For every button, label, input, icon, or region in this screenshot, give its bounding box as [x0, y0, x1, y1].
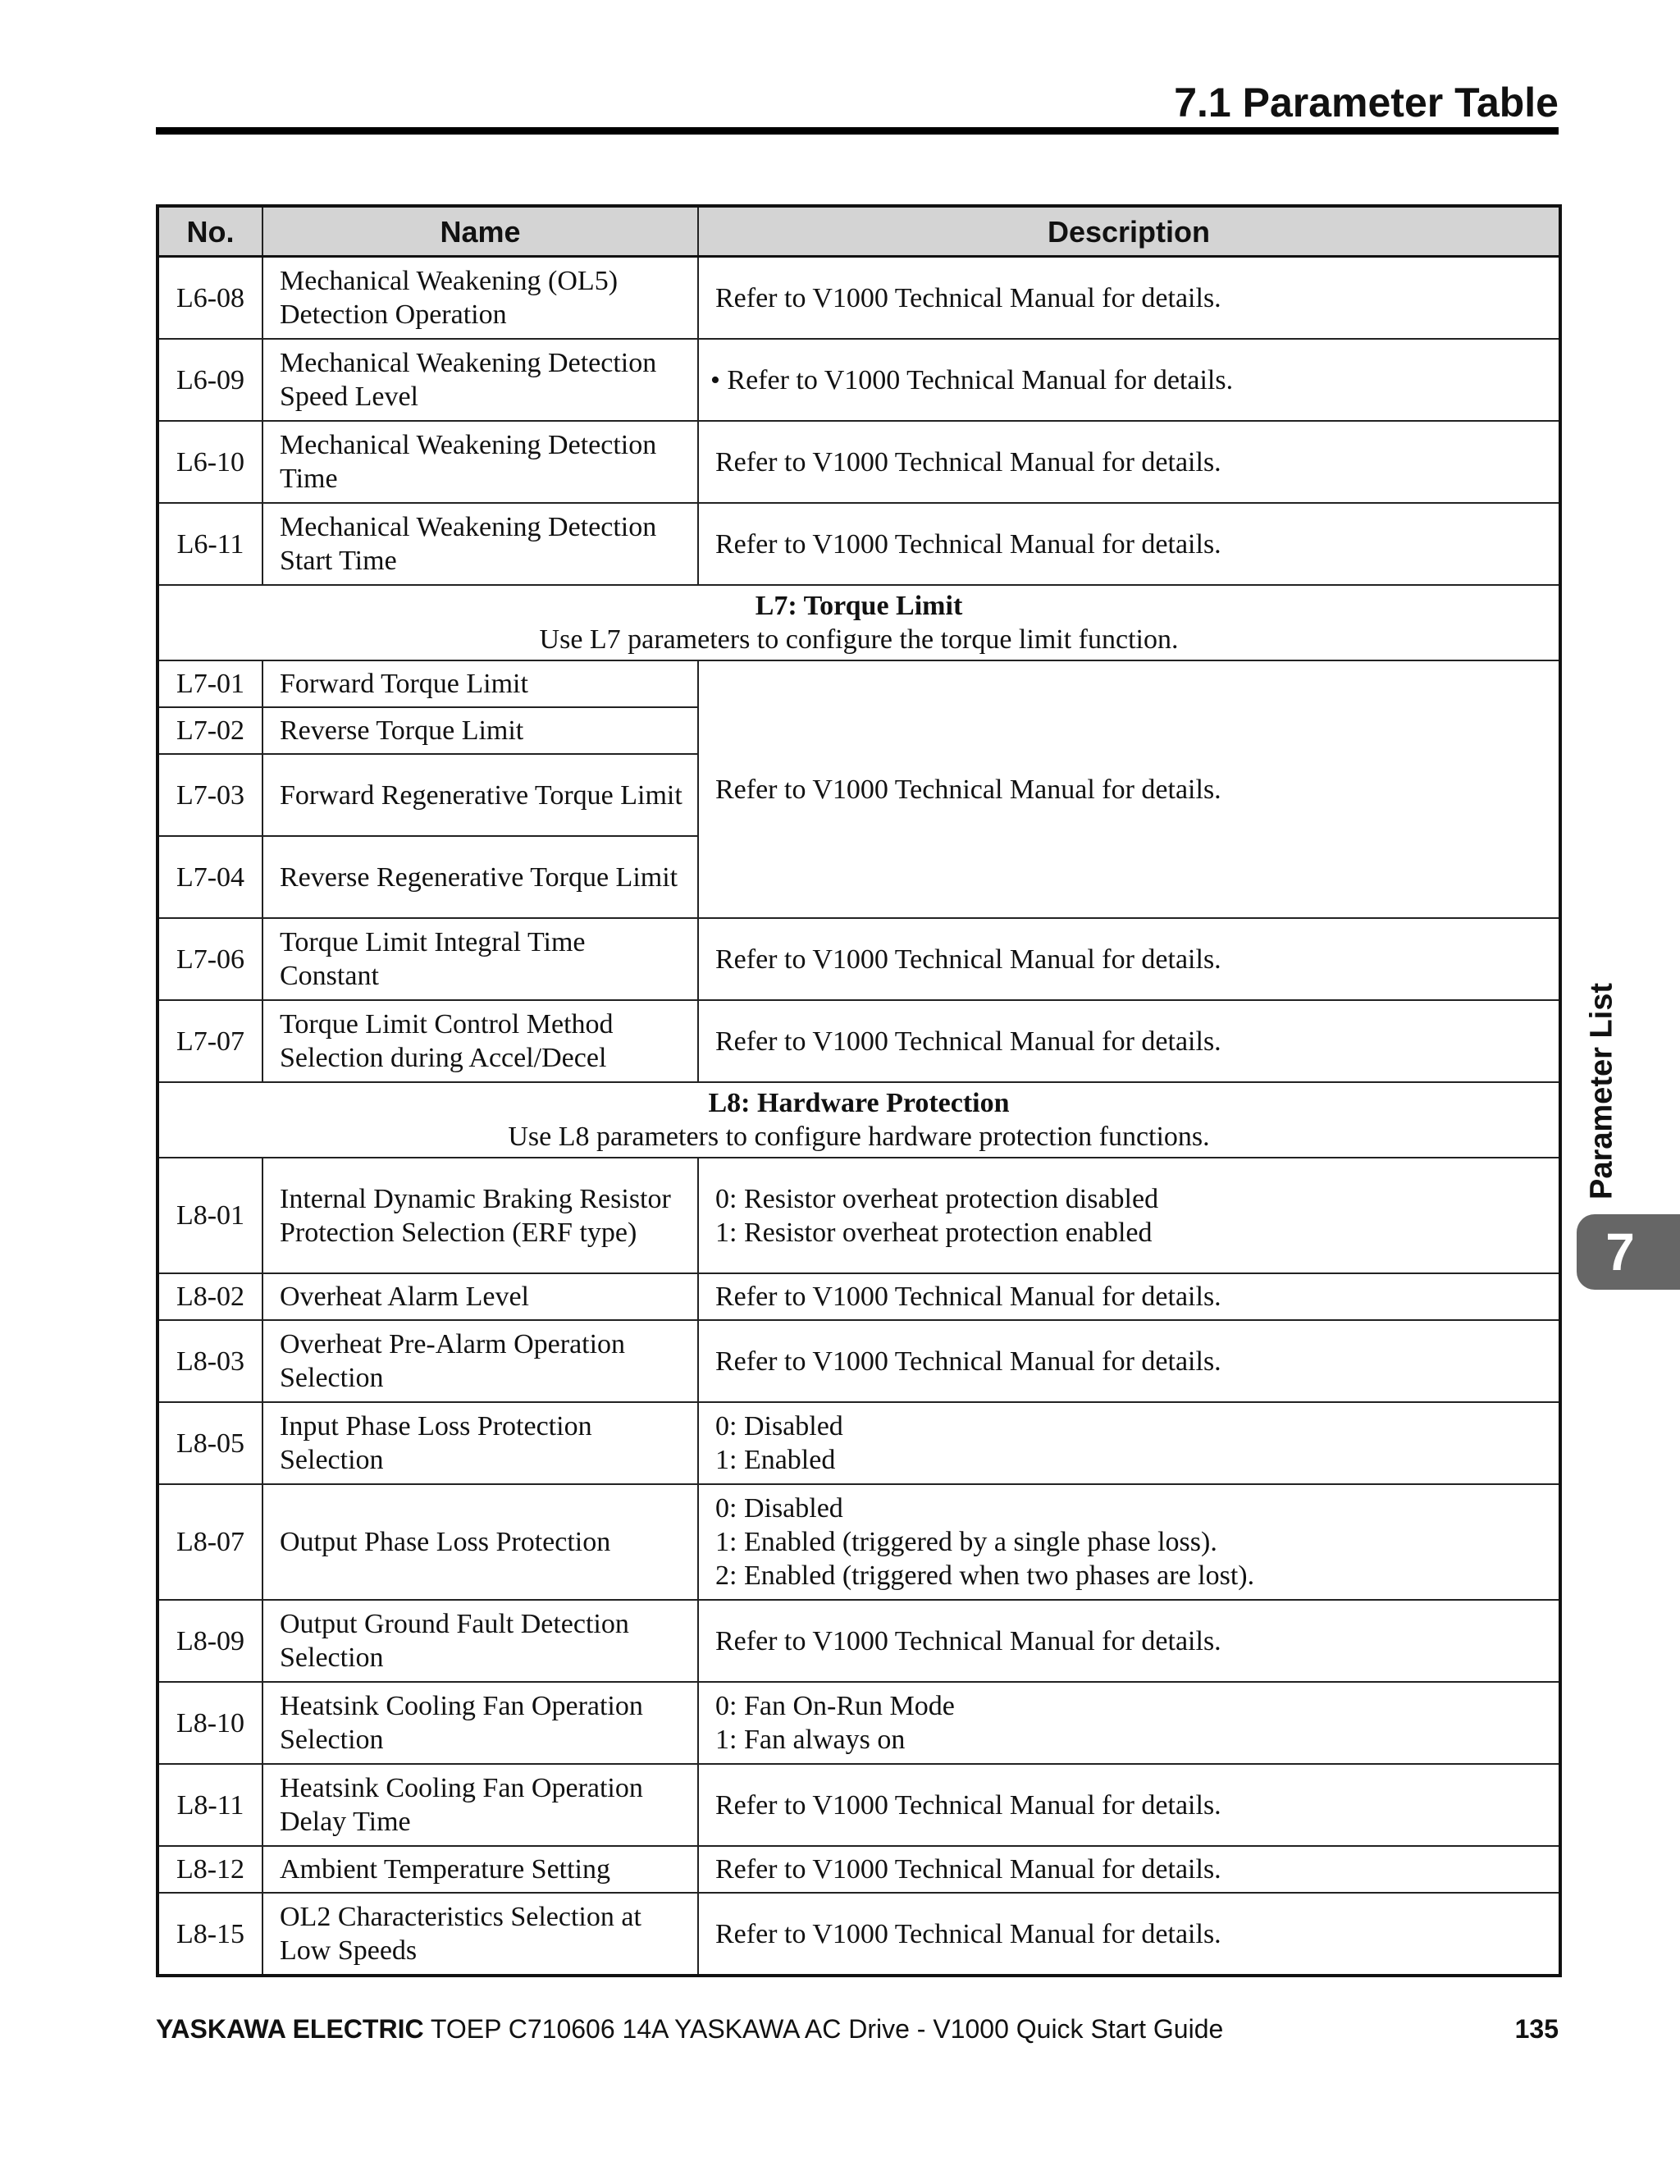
param-name: Ambient Temperature Setting — [262, 1846, 698, 1893]
param-number: L8-10 — [158, 1682, 262, 1764]
param-number: L8-15 — [158, 1893, 262, 1976]
description-line: 0: Resistor overheat protection disabled — [715, 1183, 1159, 1214]
description-line: • Refer to V1000 Technical Manual for details. — [710, 364, 1234, 395]
description-line: Refer to V1000 Technical Manual for details. — [715, 1789, 1221, 1821]
param-number: L8-09 — [158, 1600, 262, 1682]
description-line: 0: Disabled — [715, 1411, 843, 1442]
param-description — [698, 1273, 1560, 1320]
param-number: L6-10 — [158, 421, 262, 503]
param-number: L8-01 — [158, 1158, 262, 1273]
param-name: Overheat Alarm Level — [262, 1273, 698, 1320]
param-name: Output Ground Fault Detection Selection — [262, 1600, 698, 1682]
section-title: L7: Torque Limit — [755, 591, 963, 621]
page-number: 135 — [1514, 2014, 1559, 2044]
section-header — [158, 1082, 1560, 1158]
param-number: L6-11 — [158, 503, 262, 585]
section-row — [158, 585, 1560, 660]
description-line: Refer to V1000 Technical Manual for details. — [715, 1282, 1221, 1312]
table-row — [158, 257, 1560, 340]
chapter-side-label — [1573, 982, 1631, 1200]
param-number: L7-06 — [158, 918, 262, 1000]
section-description: Use L7 parameters to configure the torque limit function. — [539, 624, 1179, 655]
description-line: 1: Fan always on — [715, 1725, 906, 1755]
param-name: Torque Limit Control Method Selection during Accel/Decel — [262, 1000, 698, 1082]
param-number: L8-07 — [158, 1484, 262, 1600]
param-name: Input Phase Loss Protection Selection — [262, 1402, 698, 1484]
param-description — [698, 1682, 1560, 1764]
table-row — [158, 1402, 1560, 1484]
footer-brand: YASKAWA ELECTRIC — [156, 2014, 424, 2044]
header-rule — [156, 127, 1559, 135]
param-description — [698, 1320, 1560, 1402]
param-description — [698, 1846, 1560, 1893]
description-line: Refer to V1000 Technical Manual for details. — [715, 1918, 1221, 1949]
description-line: Refer to V1000 Technical Manual for details. — [715, 1625, 1221, 1656]
param-number: L7-07 — [158, 1000, 262, 1082]
description-line: 0: Fan On-Run Mode — [715, 1691, 955, 1721]
param-description — [698, 1000, 1560, 1082]
table-row — [158, 1600, 1560, 1682]
param-number: L8-03 — [158, 1320, 262, 1402]
param-name: Heatsink Cooling Fan Operation Selection — [262, 1682, 698, 1764]
section-header — [158, 585, 1560, 660]
param-description — [698, 1158, 1560, 1273]
param-description — [698, 1893, 1560, 1976]
description-line: Refer to V1000 Technical Manual for details. — [715, 1854, 1221, 1885]
param-name: Forward Torque Limit — [262, 660, 698, 707]
column-header-no: No. — [158, 206, 262, 257]
table-row — [158, 1484, 1560, 1600]
param-name: OL2 Characteristics Selection at Low Speeds — [262, 1893, 698, 1976]
description-line: Refer to V1000 Technical Manual for details. — [715, 446, 1221, 477]
column-header-description: Description — [698, 206, 1560, 257]
table-row — [158, 918, 1560, 1000]
param-number: L7-03 — [158, 754, 262, 836]
param-description — [698, 1402, 1560, 1484]
param-number: L8-11 — [158, 1764, 262, 1846]
param-description — [698, 918, 1560, 1000]
param-name: Mechanical Weakening Detection Speed Level — [262, 339, 698, 421]
param-name: Torque Limit Integral Time Constant — [262, 918, 698, 1000]
param-name: Mechanical Weakening (OL5) Detection Operation — [262, 257, 698, 340]
param-description — [698, 257, 1560, 340]
table-header-row — [158, 206, 1560, 257]
param-name: Heatsink Cooling Fan Operation Delay Time — [262, 1764, 698, 1846]
param-name: Mechanical Weakening Detection Time — [262, 421, 698, 503]
param-name: Overheat Pre-Alarm Operation Selection — [262, 1320, 698, 1402]
description-line: Refer to V1000 Technical Manual for details. — [715, 528, 1221, 560]
description-line: 1: Enabled (triggered by a single phase loss). — [715, 1527, 1217, 1557]
param-name: Reverse Regenerative Torque Limit — [262, 836, 698, 918]
param-number: L7-01 — [158, 660, 262, 707]
description-line: Refer to V1000 Technical Manual for details. — [715, 1026, 1221, 1057]
table-row — [158, 339, 1560, 421]
description-line: 1: Resistor overheat protection enabled — [715, 1217, 1153, 1248]
param-number: L8-02 — [158, 1273, 262, 1320]
param-description — [698, 660, 1560, 918]
description-line: 1: Enabled — [715, 1445, 836, 1475]
param-name: Internal Dynamic Braking Resistor Protection Selection (ERF type) — [262, 1158, 698, 1273]
description-line: 2: Enabled (triggered when two phases are lost). — [715, 1560, 1255, 1591]
section-row — [158, 1082, 1560, 1158]
section-description: Use L8 parameters to configure hardware protection functions. — [508, 1122, 1210, 1152]
table-row — [158, 1764, 1560, 1846]
chapter-tab: 7 — [1577, 1214, 1680, 1290]
param-description — [698, 1764, 1560, 1846]
table-row — [158, 1000, 1560, 1082]
table-row — [158, 1273, 1560, 1320]
description-line: Refer to V1000 Technical Manual for details. — [715, 282, 1221, 313]
param-description — [698, 503, 1560, 585]
param-number: L7-02 — [158, 707, 262, 754]
param-number: L6-09 — [158, 339, 262, 421]
description-line: Refer to V1000 Technical Manual for details. — [715, 944, 1221, 975]
param-description — [698, 1600, 1560, 1682]
table-row — [158, 1846, 1560, 1893]
page-footer — [156, 2013, 1559, 2045]
page-title: 7.1 Parameter Table — [1174, 80, 1559, 126]
table-row — [158, 1682, 1560, 1764]
table-row — [158, 1320, 1560, 1402]
chapter-side-label-text: Parameter List — [1584, 982, 1619, 1200]
table-row — [158, 503, 1560, 585]
parameter-table — [156, 204, 1562, 1977]
section-title: L8: Hardware Protection — [708, 1088, 1010, 1118]
param-name: Output Phase Loss Protection — [262, 1484, 698, 1600]
table-row — [158, 660, 1560, 707]
param-description — [698, 421, 1560, 503]
description-line: 0: Disabled — [715, 1493, 843, 1524]
param-number: L8-12 — [158, 1846, 262, 1893]
column-header-name: Name — [262, 206, 698, 257]
param-description — [698, 339, 1560, 421]
param-number: L7-04 — [158, 836, 262, 918]
description-line: Refer to V1000 Technical Manual for details. — [715, 1346, 1221, 1377]
footer-doc-title: TOEP C710606 14A YASKAWA AC Drive - V1000 Quick Start Guide — [423, 2014, 1224, 2044]
description-line: Refer to V1000 Technical Manual for details. — [715, 774, 1221, 805]
table-row — [158, 1893, 1560, 1976]
param-name: Reverse Torque Limit — [262, 707, 698, 754]
param-number: L6-08 — [158, 257, 262, 340]
table-row — [158, 421, 1560, 503]
param-name: Forward Regenerative Torque Limit — [262, 754, 698, 836]
table-row — [158, 1158, 1560, 1273]
param-description — [698, 1484, 1560, 1600]
param-name: Mechanical Weakening Detection Start Time — [262, 503, 698, 585]
param-number: L8-05 — [158, 1402, 262, 1484]
